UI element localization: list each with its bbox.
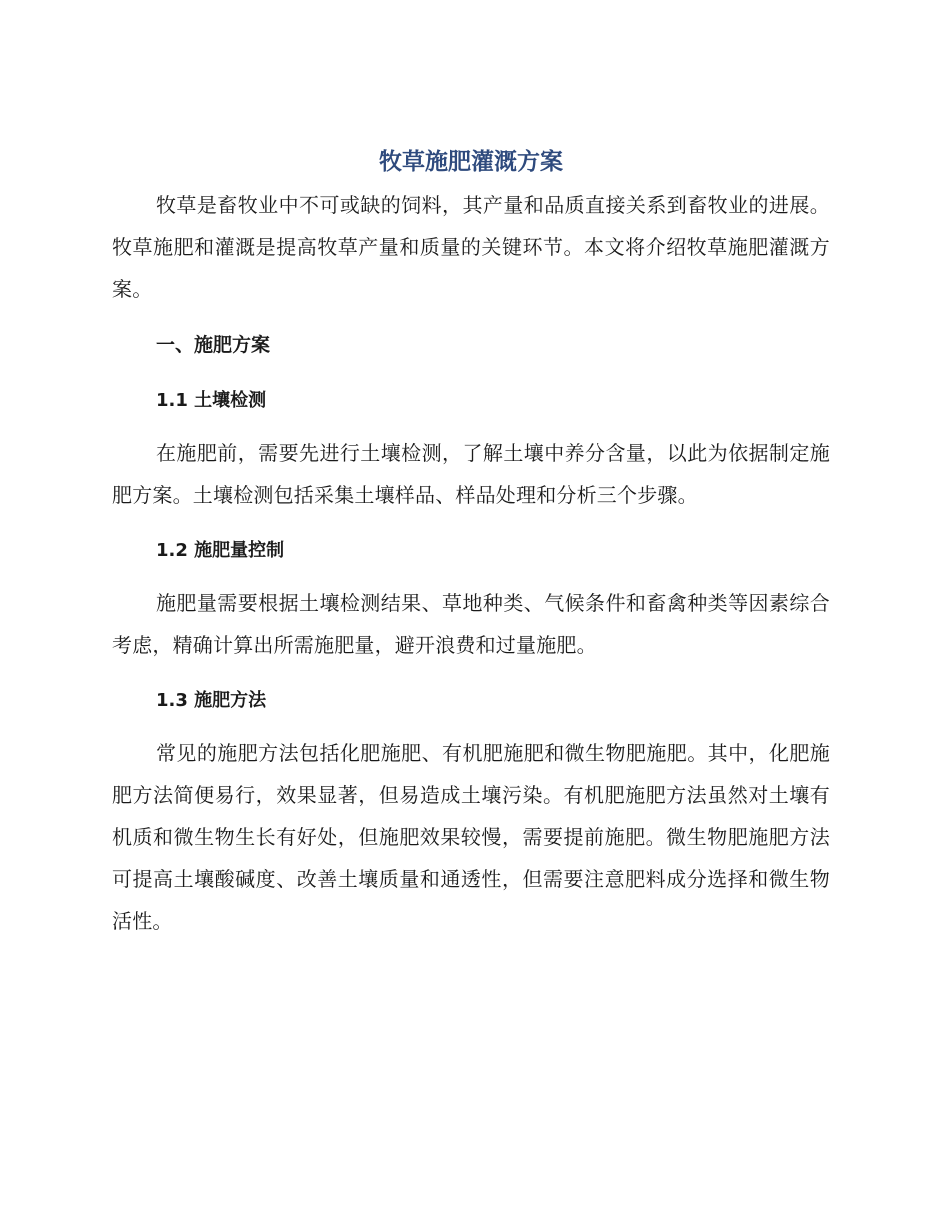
soil-testing-paragraph: 在施肥前，需要先进行土壤检测，了解土壤中养分含量，以此为依据制定施肥方案。土壤检测包括采集土壤样品、样品处理和分析三个步骤。 <box>112 441 830 507</box>
intro-paragraph: 牧草是畜牧业中不可或缺的饲料，其产量和品质直接关系到畜牧业的进展。牧草施肥和灌溉是提高牧草产量和质量的关键环节。本文将介绍牧草施肥灌溉方案。 <box>112 193 830 301</box>
subsection-heading-fertilizer-amount: 1.2 施肥量控制 <box>156 540 285 561</box>
document-title: 牧草施肥灌溉方案 <box>379 149 563 175</box>
subsection-heading-fertilization-method: 1.3 施肥方法 <box>156 690 267 711</box>
fertilizer-amount-paragraph: 施肥量需要根据土壤检测结果、草地种类、气候条件和畜禽种类等因素综合考虑，精确计算出所需施肥量，避开浪费和过量施肥。 <box>112 591 830 657</box>
subsection-heading-soil-testing: 1.1 土壤检测 <box>156 390 267 411</box>
section-heading-fertilization-plan: 一、施肥方案 <box>156 334 271 356</box>
fertilization-method-paragraph: 常见的施肥方法包括化肥施肥、有机肥施肥和微生物肥施肥。其中，化肥施肥方法简便易行，效果显著，但易造成土壤污染。有机肥施肥方法虽然对土壤有机质和微生物生长有好处，但施肥效果较慢，需要提前施肥。微生物肥施肥方法可提高土壤酸碱度、改善土壤质量和通透性，但需要注意肥料成分选择和微生物活性。 <box>112 741 830 933</box>
document-page <box>112 140 830 942</box>
